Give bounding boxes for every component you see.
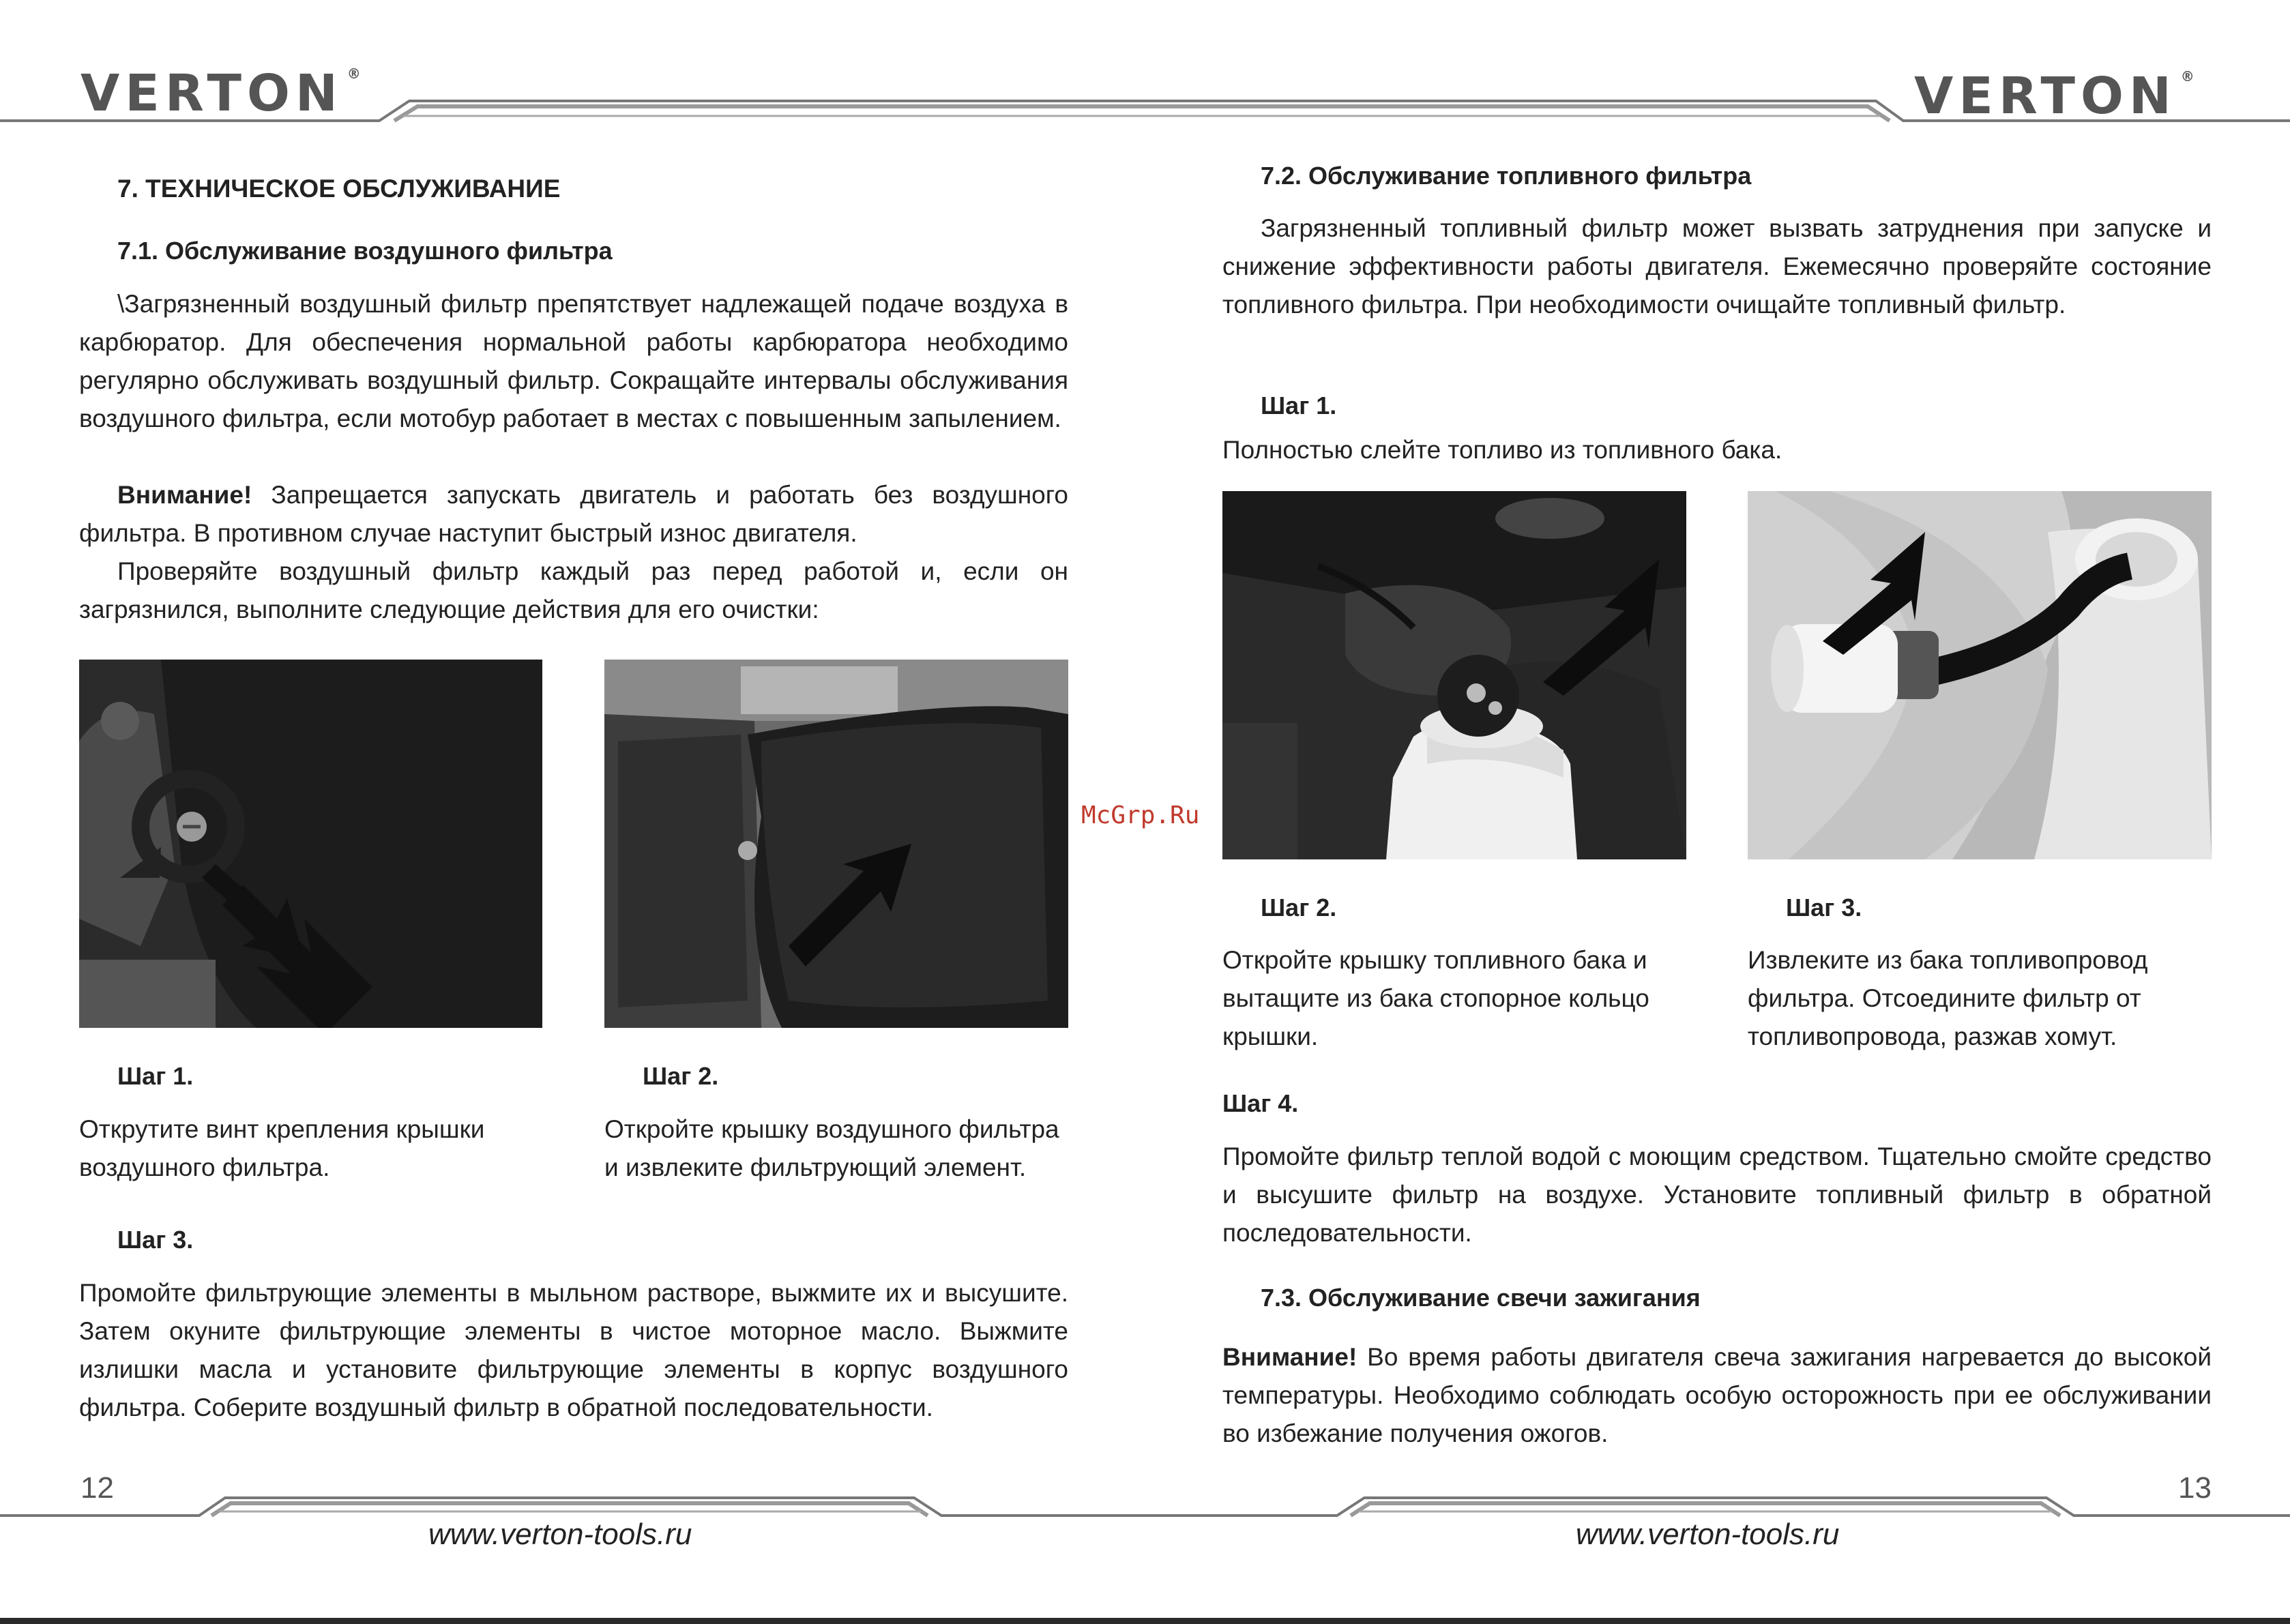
air-filter-check: Проверяйте воздушный фильтр каждый раз перед работой и, если он загрязнился, выполните следующие действия для его очистки: xyxy=(79,557,1068,623)
warning-text: Запрещается запускать двигатель и работать без воздушного фильтра. В противном случае наступит быстрый износ двигателя. xyxy=(79,481,1068,547)
photo-fuel-filter-drawing xyxy=(1748,491,2212,859)
spark-plug-warning xyxy=(1222,1338,2212,1453)
photo-air-filter-screw-drawing xyxy=(79,660,542,1028)
fuel-filter-intro: Загрязненный топливный фильтр может вызвать затруднения при запуске и снижение эффективности работы двигателя. Ежемесячно проверяйте состояние топливного фильтра. При необходимости очищайте топливный фильтр. xyxy=(1222,214,2212,319)
subsection-title-spark-plug: 7.3. Обслуживание свечи зажигания xyxy=(1261,1284,1701,1312)
photo-fuel-filter xyxy=(1748,491,2212,859)
watermark: McGrp.Ru xyxy=(1081,801,1200,829)
page-number-right: 13 xyxy=(2178,1471,2212,1505)
left-step1-title: Шаг 1. xyxy=(117,1062,194,1090)
bottom-edge xyxy=(0,1618,2290,1624)
right-step2-text: Откройте крышку топливного бака и вытащите из бака стопорное кольцо крышки. xyxy=(1222,946,1649,1050)
section-title: 7. ТЕХНИЧЕСКОЕ ОБСЛУЖИВАНИЕ xyxy=(117,175,561,203)
subsection-title-fuel-filter: 7.2. Обслуживание топливного фильтра xyxy=(1261,162,1752,190)
air-filter-warning xyxy=(79,476,1068,552)
photo-air-filter-element xyxy=(604,660,1068,1028)
brand-logo-text: VERTON xyxy=(1914,67,2177,126)
left-step2-title: Шаг 2. xyxy=(643,1062,719,1090)
warning-label: Внимание! xyxy=(117,481,252,509)
subsection-title-air-filter: 7.1. Обслуживание воздушного фильтра xyxy=(117,237,613,265)
footer-url-left[interactable]: www.verton-tools.ru xyxy=(428,1518,692,1551)
air-filter-intro: \Загрязненный воздушный фильтр препятствует надлежащей подаче воздуха в карбюратор. Для обеспечения нормальной работы карбюратора необходимо регулярно обслуживать воздушный фильтр. Сокращайте интервалы обслуживания воздушного фильтра, если мотобур работает в местах с повышенным запылением. xyxy=(79,290,1068,432)
warning-text: Во время работы двигателя свеча зажигания нагревается до высокой температуры. Необходимо соблюдать особую осторожность при ее обслуживании во избежание получения ожогов. xyxy=(1222,1343,2212,1447)
right-step2-title: Шаг 2. xyxy=(1261,894,1337,921)
footer-url-right[interactable]: www.verton-tools.ru xyxy=(1576,1518,1840,1551)
warning-label: Внимание! xyxy=(1222,1343,1357,1371)
photo-fuel-tank-cap xyxy=(1222,491,1686,859)
right-step1-title: Шаг 1. xyxy=(1261,392,1337,419)
footer-rule xyxy=(0,1480,2290,1528)
right-step3-title: Шаг 3. xyxy=(1786,894,1862,921)
page-number-left: 12 xyxy=(80,1471,114,1505)
left-step3-text: Промойте фильтрующие элементы в мыльном растворе, выжмите их и высушите. Затем окуните фильтрующие элементы в чистое моторное масло. Выжмите излишки масла и установите фильтрующие элементы в корпус воздушного фильтра. Соберите воздушный фильтр в обратной последовательности. xyxy=(79,1279,1068,1421)
left-step1-text: Открутите винт крепления крышки воздушного фильтра. xyxy=(79,1115,485,1181)
right-step3-text: Извлеките из бака топливопровод фильтра. Отсоедините фильтр от топливопровода, разжав хомут. xyxy=(1748,946,2148,1050)
right-step4-title: Шаг 4. xyxy=(1222,1089,1299,1117)
left-step2-text: Откройте крышку воздушного фильтра и извлеките фильтрующий элемент. xyxy=(604,1115,1059,1181)
photo-air-filter-element-drawing xyxy=(604,660,1068,1028)
header-rule xyxy=(0,0,2290,136)
left-step3-title: Шаг 3. xyxy=(117,1226,194,1254)
right-step4-text: Промойте фильтр теплой водой с моющим средством. Тщательно смойте средство и высушите фильтр на воздухе. Установите топливный фильтр в обратной последовательности. xyxy=(1222,1142,2212,1247)
photo-fuel-tank-cap-drawing xyxy=(1222,491,1686,859)
right-step1-text: Полностью слейте топливо из топливного бака. xyxy=(1222,436,1782,464)
photo-air-filter-screw xyxy=(79,660,542,1028)
registered-mark: ® xyxy=(347,65,361,82)
brand-logo-text: VERTON xyxy=(80,64,343,123)
registered-mark: ® xyxy=(2180,68,2194,85)
